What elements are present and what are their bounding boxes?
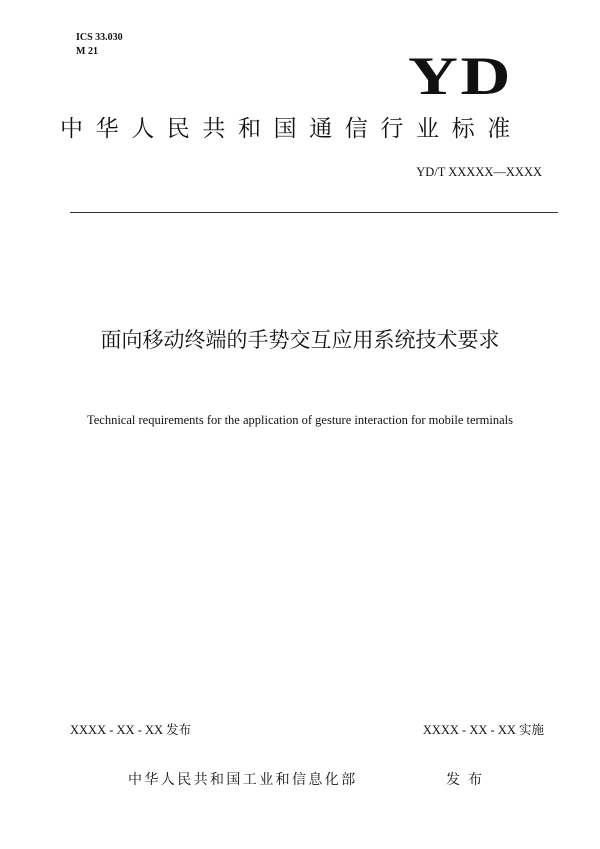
classification-code: M 21	[76, 46, 98, 57]
yd-logo: YD	[408, 46, 513, 106]
implementation-date: XXXX - XX - XX 实施	[422, 723, 544, 737]
standard-number: YD/T XXXXX—XXXX	[416, 165, 542, 179]
ics-code: ICS 33.030	[76, 32, 123, 43]
document-title-chinese: 面向移动终端的手势交互应用系统技术要求	[100, 328, 500, 352]
issuing-authority: 中华人民共和国工业和信息化部	[128, 772, 358, 788]
issue-label: 发布	[446, 772, 490, 788]
document-title-english: Technical requirements for the application of gesture interaction for mobile terminals	[86, 413, 514, 427]
standard-category-title: 中华人民共和国通信行业标准	[60, 116, 523, 142]
header-divider	[70, 212, 558, 213]
publish-date: XXXX - XX - XX 发布	[70, 723, 192, 737]
